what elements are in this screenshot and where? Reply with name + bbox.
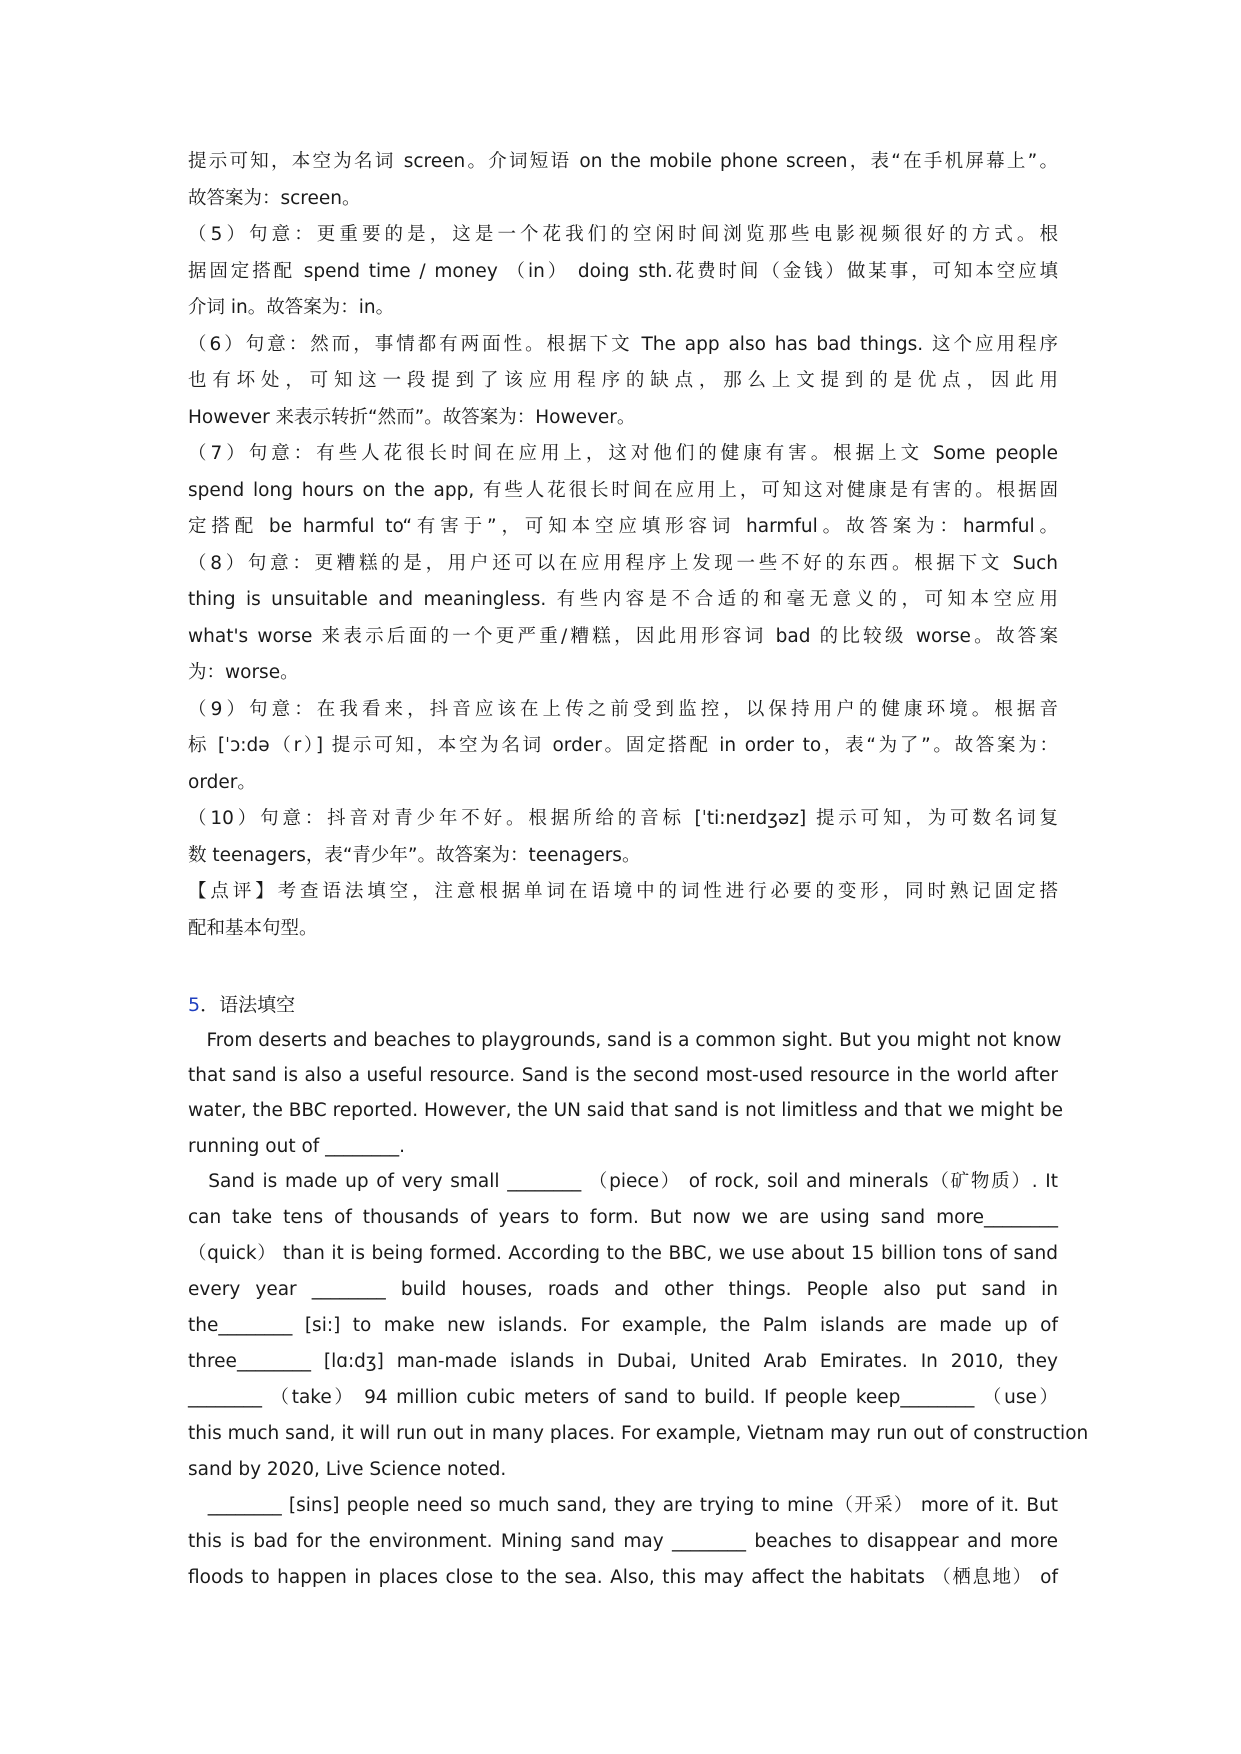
passage-line: From deserts and beaches to playgrounds, sand is a common sight. But you might not know: [188, 1030, 1062, 1051]
question-number: 5: [188, 994, 201, 1016]
explanation-line: 故答案为：screen。: [188, 187, 361, 209]
passage-line: every year ________ build houses, roads and other things. People also put sand in: [188, 1278, 1058, 1300]
passage-line: the________ [si:] to make new islands. For example, the Palm islands are made up of: [188, 1314, 1058, 1336]
passage-line: running out of ________.: [188, 1135, 406, 1157]
explanation-line: spend long hours on the app, 有些人花很长时间在应用上，可知这对健康是有害的。根据固: [188, 479, 1058, 501]
passage-line: sand by 2020, Live Science noted.: [188, 1458, 507, 1480]
explanation-line: （9）句意：在我看来，抖音应该在上传之前受到监控，以保持用户的健康环境。根据音: [188, 698, 1058, 720]
passage-line: this much sand, it will run out in many places. For example, Vietnam may run out of construction: [188, 1422, 1089, 1444]
explanation-line: 为：worse。: [188, 662, 299, 683]
passage-line: can take tens of thousands of years to form. But now we are using sand more________: [188, 1206, 1058, 1228]
passage-line: water, the BBC reported. However, the UN said that sand is not limitless and that we might be: [188, 1100, 1064, 1122]
passage-line: three________ [lɑ:dʒ] man-made islands in Dubai, United Arab Emirates. In 2010, they: [188, 1350, 1058, 1372]
passage-line: this is bad for the environment. Mining sand may ________ beaches to disappear and more: [188, 1530, 1058, 1552]
question-title: ．语法填空: [200, 994, 296, 1016]
explanation-line: （7）句意：有些人花很长时间在应用上，这对他们的健康有害。根据上文 Some people: [188, 443, 1058, 464]
passage-line: that sand is also a useful resource. Sand is the second most-used resource in the world after: [188, 1065, 1058, 1087]
passage-line: ________ [sins] people need so much sand, they are trying to mine（开采） more of it. But: [188, 1494, 1058, 1516]
explanation-line: 【点评】考查语法填空，注意根据单词在语境中的词性进行必要的变形，同时熟记固定搭: [188, 881, 1058, 902]
explanation-line: （5）句意：更重要的是，这是一个花我们的空闲时间浏览那些电影视频很好的方式。根: [188, 224, 1058, 245]
explanation-line: （10）句意：抖音对青少年不好。根据所给的音标 [ˈti:neɪdʒəz] 提示可知，为可数名词复: [188, 808, 1058, 829]
explanation-line: order。: [188, 771, 256, 793]
explanation-line: 据固定搭配 spend time / money （in） doing sth.花费时间（金钱）做某事，可知本空应填: [188, 260, 1058, 282]
answer-explanation: [188, 144, 1058, 947]
document-page: [188, 144, 1089, 1596]
passage-line: ________ （take） 94 million cubic meters of sand to build. If people keep________ （use）: [188, 1386, 1058, 1408]
section-gap: [188, 947, 1058, 987]
passage-line: （quick） than it is being formed. According to the BBC, we use about 15 billion tons of sand: [188, 1242, 1058, 1264]
explanation-line: 标 [ˈɔ:də（r）] 提示可知，本空为名词 order。固定搭配 in order to，表“为了”。故答案为：: [188, 735, 1058, 756]
explanation-line: （8）句意：更糟糕的是，用户还可以在应用程序上发现一些不好的东西。根据下文 Such: [188, 552, 1058, 574]
question-heading: [188, 987, 1058, 1023]
explanation-line: thing is unsuitable and meaningless. 有些内容是不合适的和毫无意义的，可知本空应用: [188, 589, 1058, 610]
passage-line: Sand is made up of very small ________ （piece） of rock, soil and minerals（矿物质）. It: [188, 1170, 1058, 1192]
explanation-line: 配和基本句型。: [188, 917, 318, 939]
explanation-line: 数 teenagers，表“青少年”。故答案为：teenagers。: [188, 844, 641, 866]
explanation-line: However 来表示转折“然而”。故答案为：However。: [188, 406, 636, 428]
passage-line: floods to happen in places close to the sea. Also, this may affect the habitats （栖息地） of: [188, 1566, 1058, 1588]
explanation-line: （6）句意：然而，事情都有两面性。根据下文 The app also has bad things. 这个应用程序: [188, 333, 1058, 355]
explanation-line: what's worse 来表示后面的一个更严重/糟糕，因此用形容词 bad 的比较级 worse。故答案: [188, 625, 1058, 647]
explanation-line: 也有坏处，可知这一段提到了该应用程序的缺点，那么上文提到的是优点，因此用: [188, 370, 1058, 391]
explanation-line: 介词 in。故答案为：in。: [188, 297, 395, 318]
passage-paragraph-3: [188, 1488, 1058, 1596]
passage-paragraph-1: [188, 1023, 1064, 1164]
passage-paragraph-2: [188, 1164, 1089, 1488]
explanation-line: 定搭配 be harmful to“有害于”，可知本空应填形容词 harmful。故答案为：harmful。: [188, 516, 1058, 537]
explanation-line: 提示可知，本空为名词 screen。介词短语 on the mobile phone screen，表“在手机屏幕上”。: [188, 151, 1058, 172]
